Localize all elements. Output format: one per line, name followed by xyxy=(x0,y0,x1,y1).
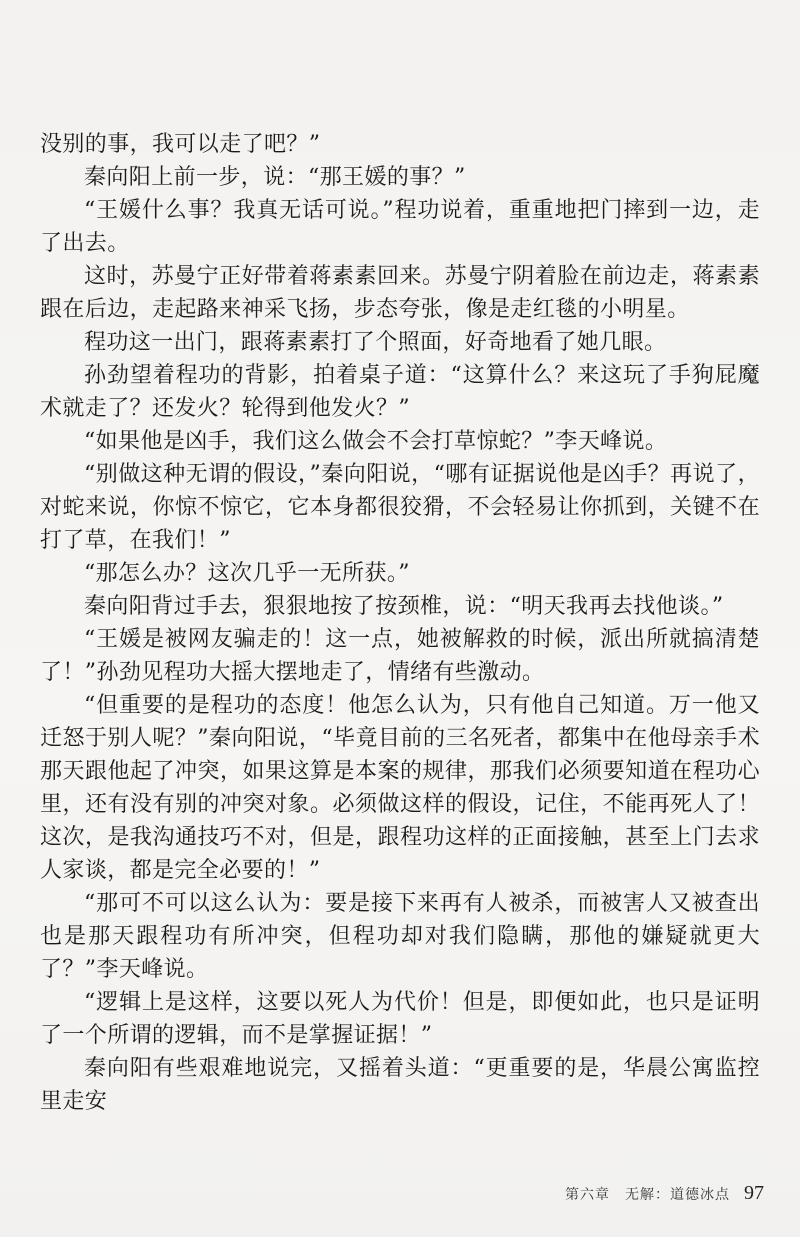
paragraph: 程功这一出门，跟蒋素素打了个照面，好奇地看了她几眼。 xyxy=(84,330,667,355)
paragraph: 秦向阳上前一步，说：“那王媛的事？” xyxy=(84,165,466,190)
paragraph: “如果他是凶手，我们这么做会不会打草惊蛇？”李天峰说。 xyxy=(84,429,668,454)
paragraph: “别做这种无谓的假设，”秦向阳说，“哪有证据说他是凶手？再说了，对蛇来说，你惊不惊它，它本身都很狡猾，不会轻易让你抓到，关键不在打了草，在我们！” xyxy=(40,462,760,553)
page-footer xyxy=(565,1182,764,1205)
paragraph: “但重要的是程功的态度！他怎么认为，只有他自己知道。万一他又迁怒于别人呢？”秦向阳说，“毕竟目前的三名死者，都集中在他母亲手术那天跟他起了冲突，如果这算是本案的规律，那我们必须要知道在程功心里，还有没有别的冲突对象。必须做这样的假设，记住，不能再死人了！这次，是我沟通技巧不对，但是，跟程功这样的正面接触，甚至上门去求人家谈，都是完全必要的！” xyxy=(40,693,760,883)
paragraph: “逻辑上是这样，这要以死人为代价！但是，即便如此，也只是证明了一个所谓的逻辑，而不是掌握证据！” xyxy=(40,990,760,1048)
page-number: 97 xyxy=(744,1182,764,1204)
paragraph: 没别的事，我可以走了吧？” xyxy=(40,132,321,157)
paragraph: 秦向阳有些艰难地说完，又摇着头道：“更重要的是，华晨公寓监控里走安 xyxy=(40,1056,760,1114)
paragraph: “王媛什么事？我真无话可说。”程功说着，重重地把门摔到一边，走了出去。 xyxy=(40,198,760,256)
paragraph: 孙劲望着程功的背影，拍着桌子道：“这算什么？来这玩了手狗屁魔术就走了？还发火？轮得到他发火？” xyxy=(40,363,760,421)
paragraph: “王媛是被网友骗走的！这一点，她被解救的时候，派出所就搞清楚了！”孙劲见程功大摇大摆地走了，情绪有些激动。 xyxy=(40,627,760,685)
body-text xyxy=(40,128,760,1118)
paragraph: 这时，苏曼宁正好带着蒋素素回来。苏曼宁阴着脸在前边走，蒋素素跟在后边，走起路来神采飞扬，步态夸张，像是走红毯的小明星。 xyxy=(40,264,760,322)
paragraph: “那怎么办？这次几乎一无所获。” xyxy=(84,561,410,586)
paragraph: 秦向阳背过手去，狠狠地按了按颈椎，说：“明天我再去找他谈。” xyxy=(84,594,724,619)
paragraph: “那可不可以这么认为：要是接下来再有人被杀，而被害人又被查出也是那天跟程功有所冲突，但程功却对我们隐瞒，那他的嫌疑就更大了？”李天峰说。 xyxy=(40,891,760,982)
running-head: 第六章 无解：道德冰点 xyxy=(565,1187,730,1203)
